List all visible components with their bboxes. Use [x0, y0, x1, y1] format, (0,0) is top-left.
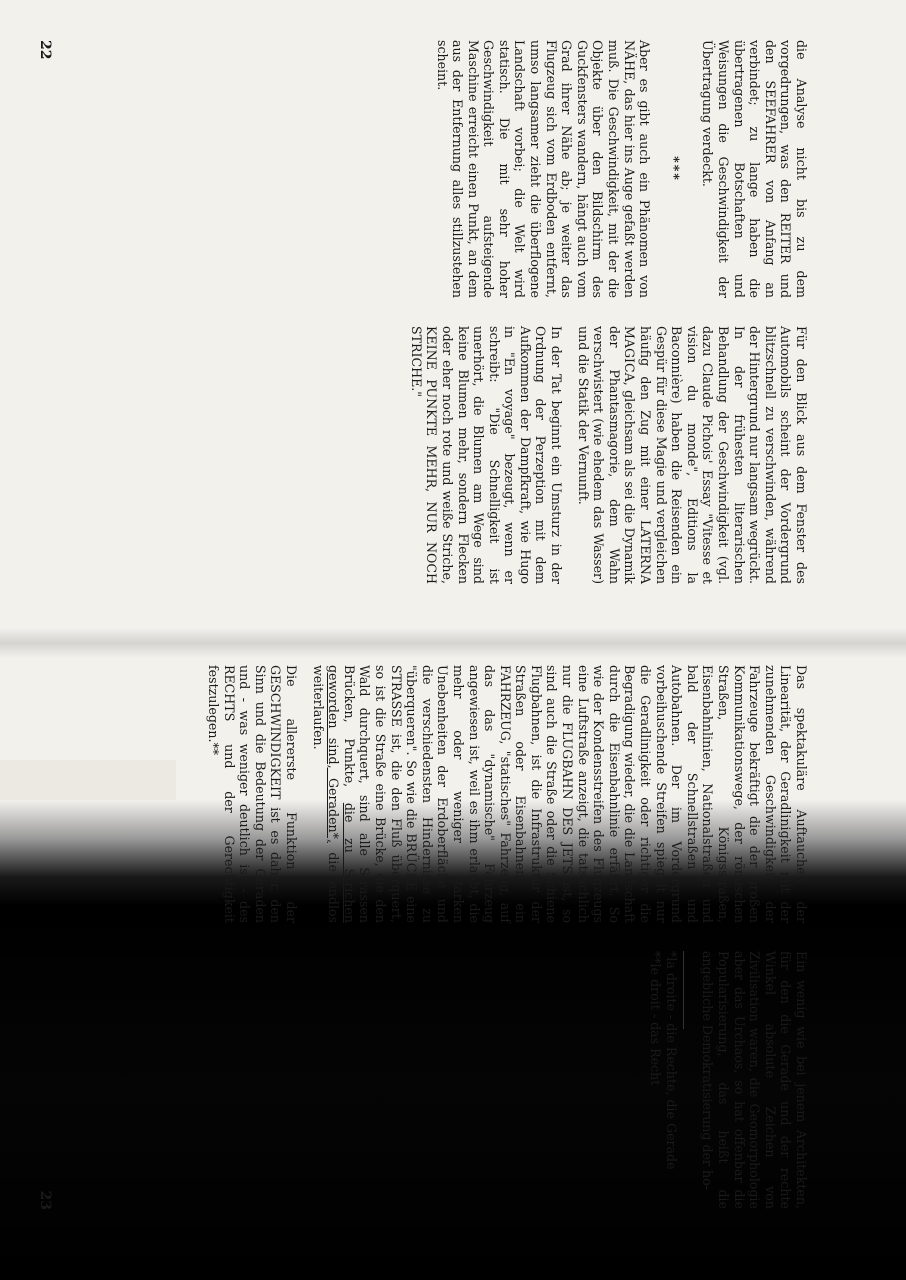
paragraph: Ein wenig wie bei jenem Architekten, für den die Gerade und der rechte Winkel absolute Zeichen von Zivilisation waren, die Geomorphologie aber das Urchaos, so hat offenbar die Popularisierung, das heißt die angebliche Demokratisierung der ho- — [700, 951, 809, 1209]
page-22 — [24, 40, 809, 585]
paragraph: Aber es gibt auch ein Phänomen von NÄHE, das hier ins Auge gefaßt werden muß. Die Geschwindigkeit, mit der die Objekte über den Bildschirm des Guckfensters wandern, hängt auch vom Grad ihrer Nähe ab; je weiter das Flugzeug sich vom Erdboden entfernt, umso langsamer zieht die überflogene Landschaft vorbei; die Welt wird statisch. Die mit sehr hoher Geschwindigkeit aufsteigende Maschine erreicht einen Punkt, an dem aus der Entfernung alles stillzustehen scheint. — [434, 40, 653, 298]
section-separator: *** — [666, 156, 682, 182]
page-23-column-2 — [24, 951, 809, 1209]
footnote: *la droite - die Rechte, die Gerade — [663, 951, 679, 1170]
page-23-column-1 — [24, 665, 809, 923]
paragraph: Für den Blick aus dem Fenster des Automobils scheint der Vordergrund blitzschnell zu verschwinden, während der Hintergrund nur langsam wegrückt. In der frühesten literarischen Behandlung der Geschwindigkeit (vgl. dazu Claude Pichois' Essay "Vitesse et vision du monde", Editions la Baconnière) haben die Reisenden ein Gespür für diese Magie und vergleichen häufig den Zug mit einer LATERNA MAGICA, gleichsam als sei die Dynamik der Phantasmagorie, dem Wahn verschwistert (wie ehedem das Wasser) und die Statik der Vernunft. — [575, 326, 809, 584]
paragraph-text: Das spektakuläre Auftauchen der Linearität, der Geradlinigkeit mit der zunehmenden Geschwindigkeit der Fahrzeuge bekräftigt die der großen Kommunikationswege, der römischen Straßen, Königsstraßen, Eisenbahnlinien, Nationalstraßen und bald der Schnellstraßen und Autobahnen. Der im Vordergrund vorbeihuschende Streifen spiegelt nur die Geradlinigkeit oder richtiger die Begradigung wieder, die die Landschaft durch die Eisenbahnlinie erfährt. So wie der Kondensstreifen des Flugzeugs eine Luftstraße anzeigt, die tatsächlich nur die FLUGBAHN DES JETS ist, so sind auch die Straße oder die Schiene Flugbahnen, ist die Infrastruktur der Straßen oder Eisenbahnen ein FAHRZEUG, "statisches" Fahrzeug, auf das das "dynamische" Fahrzeug angewiesen ist, weil es ihm erlaubt, die mehr oder weniger starken Unebenheiten der Erdoberfläche und die verschiedensten Hindernisse zu "überqueren". So wie die BRÜCKE eine STRASSE ist, die den Fluß überquert, so ist die Straße eine Brücke, die den Wald durchquert, sind alle Strassen Brücken, Punkte, — [341, 665, 809, 923]
underlined-phrase: die zu Strichen geworden sind, Geraden*, — [326, 665, 357, 923]
paragraph — [310, 665, 809, 923]
page-22-column-1 — [24, 40, 809, 298]
page-number: 22 — [37, 40, 53, 60]
footnote: **le droit - das Recht — [648, 951, 664, 1086]
page-23 — [24, 665, 809, 1210]
footnote-rule — [683, 951, 684, 1029]
paragraph: die Analyse nicht bis zu dem vorgedrungen, was den REITER und den SEEFAHRER von Anfang an verbindet; zu lange haben die übertragenen Botschaften und Weisungen die Geschwindigkeit der Übertragung verdeckt. — [700, 40, 809, 298]
spine-shadow — [0, 628, 906, 658]
paragraph: Die allererste Funktion der GESCHWINDIGKEIT ist es daher, den Sinn und die Bedeutung der Geraden und - was weniger deutlich ist - des RECHTS und der Gerechtigkeit festzulegen.** — [206, 665, 299, 923]
paragraph: In der Tat beginnt ein Umsturz in der Ordnung der Perzeption mit dem Aufkommen der Dampfkraft, wie Hugo in "En voyage" bezeugt, wenn er schreibt: "Die Schnelligkeit ist unerhört, die Blumen am Wege sind keine Blumen mehr, sondern Flecken oder eher noch rote und weiße Striche, KEINE PUNKTE MEHR, NUR NOCH STRICHE." — [408, 326, 565, 584]
footnotes — [648, 951, 679, 1209]
paragraph-continuation: die endlos weiterlaufen. — [310, 665, 342, 923]
page-22-column-2 — [24, 326, 809, 584]
page-number: 23 — [37, 1190, 53, 1210]
